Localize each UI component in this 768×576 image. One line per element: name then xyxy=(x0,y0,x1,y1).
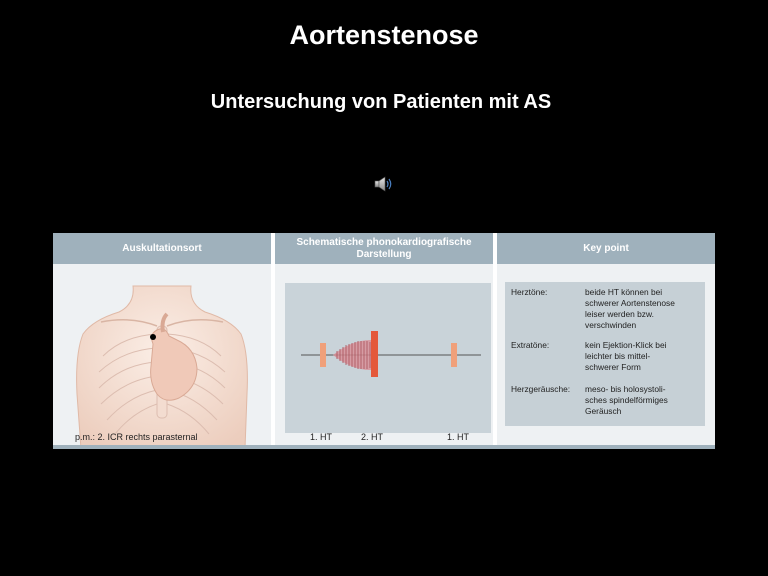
heart-sound-label-s2: 2. HT xyxy=(361,432,384,442)
heart-sound-label-s1: 1. HT xyxy=(310,432,333,442)
systolic-murmur-spindle xyxy=(333,340,373,370)
key-term: Extratöne: xyxy=(511,340,550,350)
first-heart-sound-mark xyxy=(320,343,326,367)
second-heart-sound-mark xyxy=(371,331,378,377)
key-point-box xyxy=(505,282,705,426)
header-phonocardiography: Schematische phonokardiografische Darstellung xyxy=(296,236,472,260)
slide-subtitle: Untersuchung von Patienten mit AS xyxy=(210,91,552,113)
header-auscultation-site: Auskultationsort xyxy=(122,242,202,254)
header-key-point: Key point xyxy=(583,242,629,254)
slide-title: Aortenstenose xyxy=(289,20,479,50)
column-divider xyxy=(271,233,275,449)
key-term: Herztöne: xyxy=(511,287,548,297)
first-heart-sound-mark-2 xyxy=(451,343,457,367)
heart-sound-label-s1-next: 1. HT xyxy=(447,432,470,442)
auscultation-site-label: p.m.: 2. ICR rechts parasternal xyxy=(75,432,198,442)
figure-footer-bar xyxy=(53,445,715,449)
key-description: kein Ejektion-Klick bei leichter bis mittel- schwerer Form xyxy=(585,340,667,372)
torso-illustration xyxy=(53,264,271,449)
auscultation-panel xyxy=(53,264,271,449)
key-description: beide HT können bei schwerer Aortenstenose leiser werden bzw. verschwinden xyxy=(585,287,675,330)
phonocardiogram-figure xyxy=(53,233,715,449)
key-description: meso- bis holosystoli- sches spindelförmiges Geräusch xyxy=(585,384,668,416)
speaker-icon[interactable] xyxy=(373,175,395,193)
phonocardiogram-box xyxy=(285,283,491,433)
auscultation-point-marker xyxy=(150,334,156,340)
column-divider xyxy=(493,233,497,449)
key-term: Herzgeräusche: xyxy=(511,384,571,394)
